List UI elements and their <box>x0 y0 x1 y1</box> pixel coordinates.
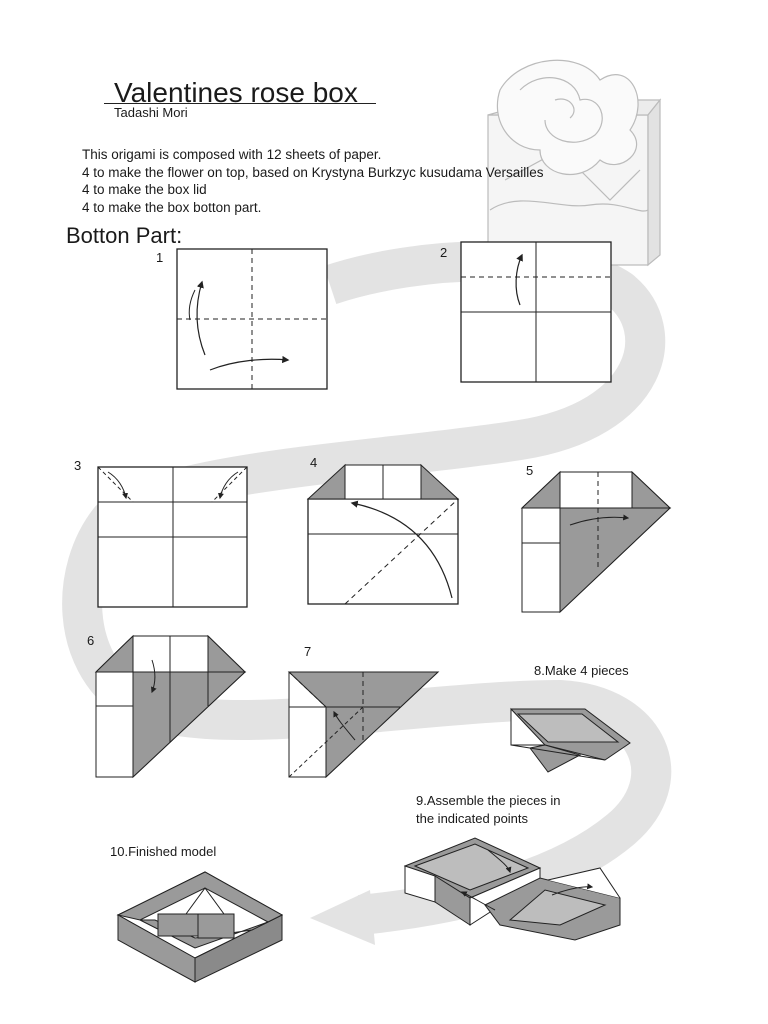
step-10-caption <box>110 843 216 861</box>
author-name: Tadashi Mori <box>114 105 188 120</box>
step-5-diagram <box>522 472 670 612</box>
intro-line: 4 to make the flower on top, based on Krystyna Burkzyc kusudama Versailles <box>82 164 544 180</box>
step-10-diagram <box>118 872 282 982</box>
step-3-diagram <box>98 467 247 607</box>
intro-line: This origami is composed with 12 sheets of paper. <box>82 147 382 162</box>
step-number: 5 <box>526 463 534 478</box>
step-number: 8. <box>534 663 545 678</box>
section-title: Botton Part: <box>66 223 183 248</box>
step-number: 6 <box>87 633 95 648</box>
step-caption: Finished model <box>128 844 217 859</box>
step-number: 9. <box>416 793 427 808</box>
step-8-caption <box>534 662 629 680</box>
title-underline <box>104 103 376 104</box>
step-number: 10. <box>110 844 129 859</box>
intro-line: 4 to make the box botton part. <box>82 199 262 215</box>
step-9-caption <box>416 792 561 828</box>
step-number: 1 <box>156 250 164 265</box>
step-caption-line: Assemble the pieces in <box>426 793 561 808</box>
page-title: Valentines rose box <box>114 77 358 108</box>
step-1-diagram <box>177 249 327 389</box>
step-number: 3 <box>74 458 82 473</box>
intro-text <box>82 146 544 216</box>
step-caption: Make 4 pieces <box>544 663 629 678</box>
step-2-diagram <box>461 242 611 382</box>
intro-line: 4 to make the box lid <box>82 182 207 197</box>
step-number: 7 <box>304 644 312 659</box>
step-number: 2 <box>440 245 448 260</box>
step-4-diagram <box>308 465 458 604</box>
step-number: 4 <box>310 455 318 470</box>
step-caption-line: the indicated points <box>416 811 529 826</box>
